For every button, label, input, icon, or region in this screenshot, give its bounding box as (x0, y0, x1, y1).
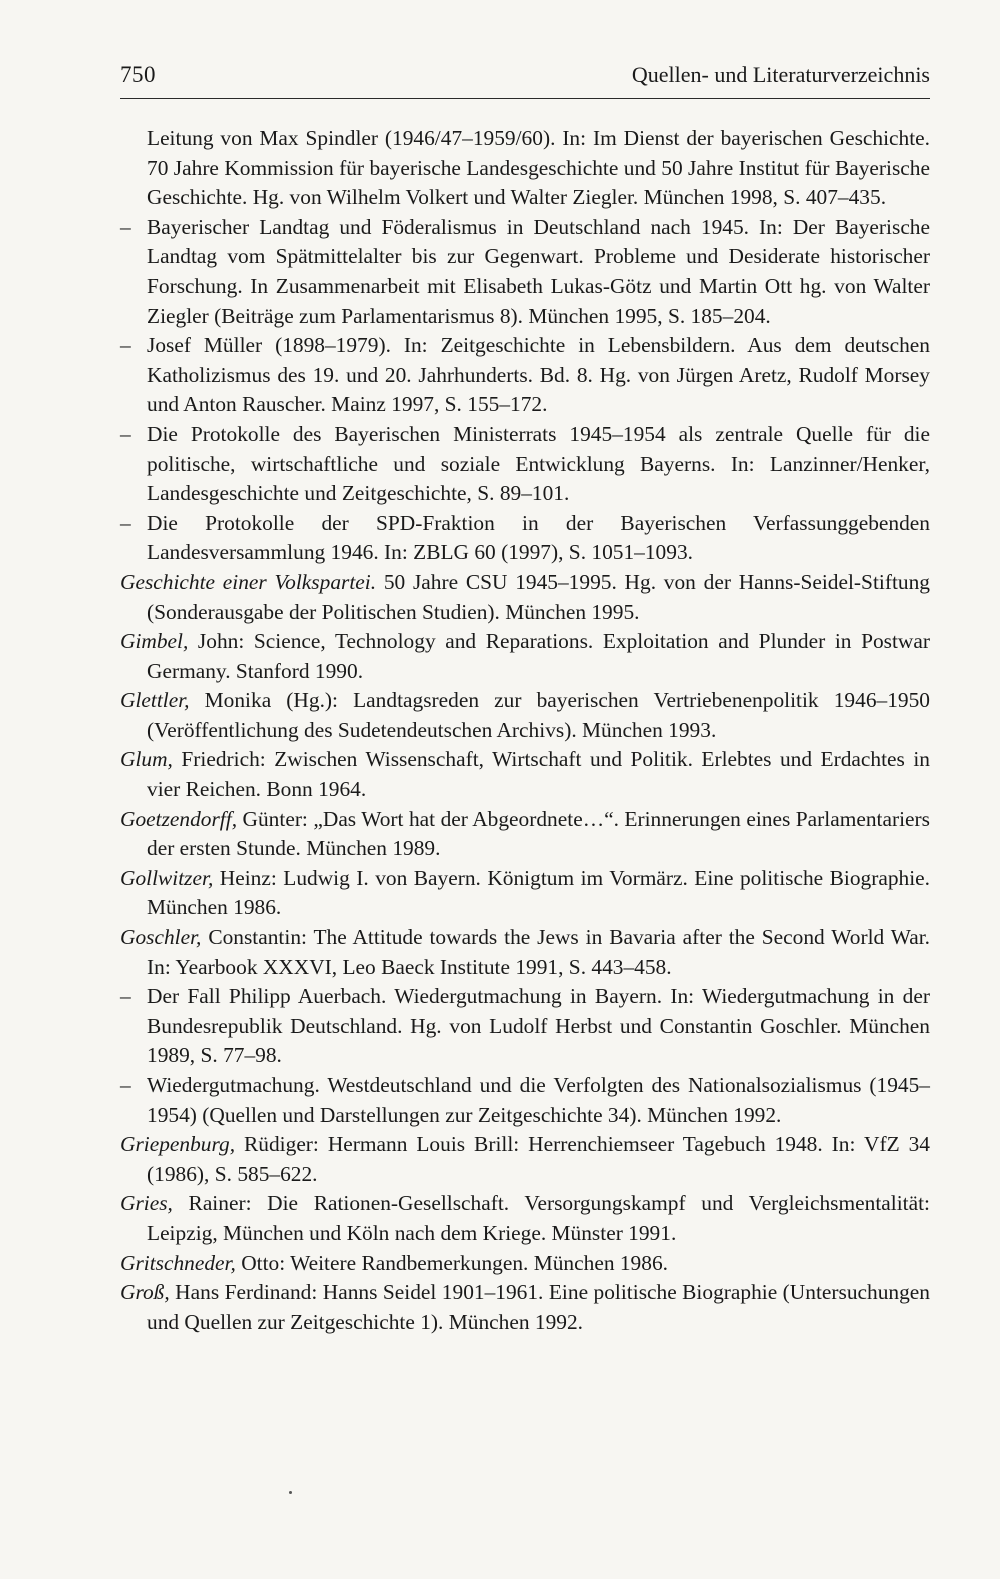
bibliography-entry (120, 568, 930, 627)
entry-author: Glum, (120, 747, 173, 772)
entry-text: Friedrich: Zwischen Wissenschaft, Wirtschaft und Politik. Erlebtes und Erdachtes in vier Reichen. Bonn 1964. (147, 747, 930, 802)
entry-text: Rainer: Die Rationen-Gesellschaft. Versorgungskampf und Vergleichsmentalität: Leipzig, München und Köln nach dem Kriege. Münster 1991. (147, 1191, 930, 1245)
bibliography-entry (120, 1071, 930, 1130)
repeat-author-dash: – (120, 333, 131, 358)
repeat-author-dash: – (120, 1073, 131, 1097)
entry-author: Groß, (120, 1280, 170, 1305)
bibliography-entry (120, 864, 930, 923)
entry-author: Gimbel, (120, 629, 189, 654)
entry-text: Wiedergutmachung. Westdeutschland und die Verfolgten des Nationalsozialismus (1945–1954) (Quellen und Darstellungen zur Zeitgeschichte 34). München 1992. (147, 1073, 930, 1127)
bibliography-entry (120, 805, 930, 864)
bibliography-entry (120, 420, 930, 509)
entry-text: 50 Jahre CSU 1945–1995. Hg. von der Hanns-Seidel-Stiftung (Sonderausgabe der Politischen Studien). München 1995. (147, 569, 930, 624)
bibliography-entry (120, 213, 930, 331)
repeat-author-dash: – (120, 510, 131, 535)
bibliography-entry (120, 124, 930, 213)
repeat-author-dash: – (120, 984, 131, 1009)
entry-author: Glettler, (120, 688, 190, 713)
entry-text: Monika (Hg.): Landtagsreden zur bayerischen Vertriebenenpolitik 1946–1950 (Veröffentlichung des Sudetendeutschen Archivs). München 1993. (147, 688, 930, 742)
entry-text: Die Protokolle des Bayerischen Ministerrats 1945–1954 als zentrale Quelle für die politische, wirtschaftliche und soziale Entwicklung Bayerns. In: Lanzinner/Henker, Landesgeschichte und Zeitgeschichte, S. 89–101. (147, 421, 930, 506)
bibliography-entry (120, 509, 930, 568)
entry-text: Leitung von Max Spindler (1946/47–1959/60). In: Im Dienst der bayerischen Geschichte. 70 Jahre Kommission für bayerische Landesgeschichte und 50 Jahre Institut für Bayerische Geschichte. Hg. von Wilhelm Volkert und Walter Ziegler. München 1998, S. 407–435. (147, 126, 930, 210)
entry-text: Constantin: The Attitude towards the Jews in Bavaria after the Second World War. In: Yearbook XXXVI, Leo Baeck Institute 1991, S. 443–458. (147, 925, 930, 979)
entry-author: Gries, (120, 1191, 173, 1216)
entry-text: Die Protokolle der SPD-Fraktion in der Bayerischen Verfassunggebenden Landesversammlung 1946. In: ZBLG 60 (1997), S. 1051–1093. (147, 510, 930, 565)
entry-author: Griepenburg, (120, 1132, 236, 1157)
bibliography-entry (120, 982, 930, 1071)
page-header (120, 60, 930, 99)
entry-text: Rüdiger: Hermann Louis Brill: Herrenchiemseer Tagebuch 1948. In: VfZ 34 (1986), S. 585–622. (147, 1132, 930, 1186)
stray-ink-dot (289, 1491, 292, 1494)
repeat-author-dash: – (120, 214, 131, 239)
entry-text: Hans Ferdinand: Hanns Seidel 1901–1961. Eine politische Biographie (Untersuchungen und Quellen zur Zeitgeschichte 1). München 1992. (147, 1280, 930, 1334)
bibliography-entry (120, 923, 930, 982)
entry-text: Heinz: Ludwig I. von Bayern. Königtum im Vormärz. Eine politische Biographie. München 1986. (147, 865, 930, 920)
entry-text: Otto: Weitere Randbemerkungen. München 1986. (235, 1250, 668, 1275)
entry-text: John: Science, Technology and Reparations. Exploitation and Plunder in Postwar Germany. Stanford 1990. (147, 629, 930, 683)
bibliography-entry (120, 1249, 930, 1279)
repeat-author-dash: – (120, 421, 131, 446)
entry-author: Geschichte einer Volkspartei. (120, 569, 377, 594)
bibliography-entry (120, 745, 930, 804)
entry-author: Gollwitzer, (120, 865, 214, 890)
bibliography-entry (120, 686, 930, 745)
running-title: Quellen- und Literaturverzeichnis (631, 62, 930, 87)
bibliography-entry (120, 1278, 930, 1337)
entry-author: Goetzendorff, (120, 806, 238, 831)
bibliography-list (120, 124, 930, 1337)
page-number: 750 (120, 62, 156, 87)
bibliography-entry (120, 331, 930, 420)
entry-text: Der Fall Philipp Auerbach. Wiedergutmachung in Bayern. In: Wiedergutmachung in der Bundesrepublik Deutschland. Hg. von Ludolf Herbst und Constantin Goschler. München 1989, S. 77–98. (147, 984, 930, 1068)
entry-text: Bayerischer Landtag und Föderalismus in Deutschland nach 1945. In: Der Bayerische Landtag vom Spätmittelalter bis zur Gegenwart. Probleme und Desiderate historischer Forschung. In Zusammenarbeit mit Elisabeth Lukas-Götz und Martin Ott hg. von Walter Ziegler (Beiträge zum Parlamentarismus 8). München 1995, S. 185–204. (147, 214, 930, 328)
bibliography-entry (120, 627, 930, 686)
bibliography-entry (120, 1189, 930, 1248)
entry-author: Goschler, (120, 925, 202, 950)
entry-text: Josef Müller (1898–1979). In: Zeitgeschichte in Lebensbildern. Aus dem deutschen Katholizismus des 19. und 20. Jahrhunderts. Bd. 8. Hg. von Jürgen Aretz, Rudolf Morsey und Anton Rauscher. Mainz 1997, S. 155–172. (147, 333, 930, 417)
entry-text: Günter: „Das Wort hat der Abgeordnete…“. Erinnerungen eines Parlamentariers der ersten Stunde. München 1989. (147, 806, 930, 861)
entry-author: Gritschneder, (120, 1250, 236, 1275)
bibliography-entry (120, 1130, 930, 1189)
